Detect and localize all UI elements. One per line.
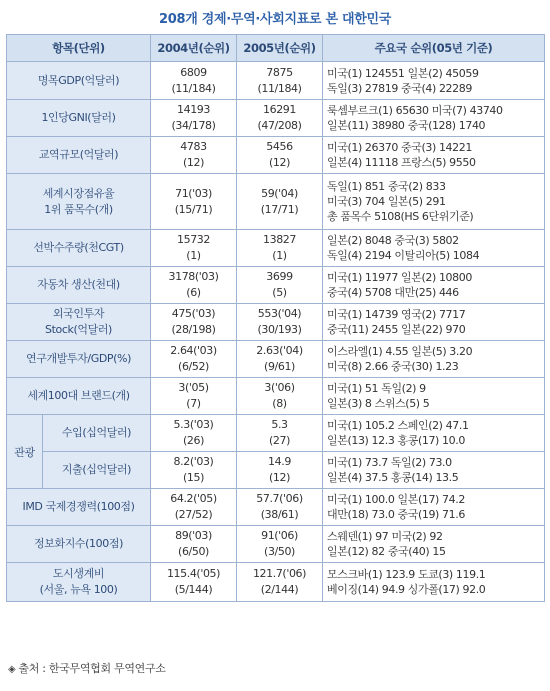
- item-cell-line: Stock(억달러): [45, 323, 112, 336]
- table-row: [7, 341, 545, 378]
- item-cell: [7, 62, 151, 100]
- item-cell-line: 수입(십억달러): [61, 426, 132, 439]
- value-2004-cell-line: 4783: [180, 140, 207, 153]
- major-countries-cell: [323, 304, 545, 341]
- table-row: [7, 137, 545, 174]
- major-countries-cell-line: 미국(1) 26370 중국(3) 14221: [327, 141, 472, 154]
- value-2005-cell-line: (12): [269, 156, 290, 169]
- major-countries-cell: [323, 378, 545, 415]
- header-2004: 2004년(순위): [151, 35, 237, 62]
- table-row: [7, 304, 545, 341]
- value-2005-cell-line: 3('06): [264, 381, 295, 394]
- value-2005-cell: [237, 62, 323, 100]
- value-2005-cell-line: (3/50): [264, 545, 295, 558]
- header-major: 주요국 순위(05년 기준): [323, 35, 545, 62]
- item-cell-line: 명목GDP(억달러): [37, 73, 120, 87]
- value-2005-cell: [237, 415, 323, 452]
- value-2005-cell: [237, 526, 323, 563]
- value-2004-cell-line: (12): [183, 156, 204, 169]
- value-2005-cell-line: (9/61): [264, 360, 295, 373]
- value-2004-cell: [151, 526, 237, 563]
- value-2005-cell-line: 16291: [263, 103, 296, 116]
- header-2005: 2005년(순위): [237, 35, 323, 62]
- major-countries-cell-line: 스웨덴(1) 97 미국(2) 92: [327, 530, 443, 543]
- major-countries-cell-line: 모스크바(1) 123.9 도쿄(3) 119.1: [327, 568, 486, 581]
- major-countries-cell: [323, 174, 545, 230]
- major-countries-cell-line: 일본(4) 37.5 홍콩(14) 13.5: [327, 471, 459, 484]
- item-cell-line: 교역규모(억달러): [38, 148, 119, 161]
- table-row: [7, 563, 545, 602]
- value-2004-cell: [151, 62, 237, 100]
- value-2005-cell-line: 3699: [266, 270, 293, 283]
- major-countries-cell-line: 총 품목수 5108(HS 6단위기준): [327, 210, 474, 223]
- table-row: [7, 378, 545, 415]
- value-2005-cell: [237, 378, 323, 415]
- table-row: [7, 62, 545, 100]
- major-countries-cell: [323, 563, 545, 602]
- item-cell: [7, 563, 151, 602]
- value-2005-cell-line: (5): [272, 286, 287, 299]
- value-2005-cell-line: (8): [272, 397, 287, 410]
- value-2005-cell-line: (2/144): [260, 583, 299, 596]
- table-row: [7, 230, 545, 267]
- value-2005-cell-line: (17/71): [260, 202, 299, 216]
- value-2005-cell: [237, 452, 323, 489]
- value-2004-cell: [151, 341, 237, 378]
- major-countries-cell: [323, 341, 545, 378]
- value-2005-cell-line: 121.7('06): [252, 567, 307, 580]
- major-countries-cell: [323, 267, 545, 304]
- table-body: [7, 62, 545, 602]
- value-2004-cell-line: (34/178): [171, 119, 216, 132]
- item-cell-line: 외국인투자: [52, 307, 105, 320]
- table-row: [7, 267, 545, 304]
- item-cell-line: 정보화지수(100점): [34, 537, 123, 550]
- header-row: [7, 35, 545, 62]
- major-countries-cell-line: 미국(3) 704 일본(5) 291: [327, 195, 446, 208]
- value-2004-cell-line: 6809: [180, 65, 207, 79]
- value-2004-cell-line: 15732: [177, 233, 210, 246]
- table-row: [7, 174, 545, 230]
- item-cell: [43, 415, 151, 452]
- value-2004-cell-line: (28/198): [171, 323, 216, 336]
- value-2005-cell-line: 13827: [263, 233, 296, 246]
- value-2005-cell-line: (11/184): [257, 81, 302, 95]
- item-cell: [7, 526, 151, 563]
- item-cell-line: 1위 품목수(개): [44, 202, 113, 216]
- item-cell-line: IMD 국제경쟁력(100점): [22, 500, 135, 513]
- page-title: 208개 경제·무역·사회지표로 본 대한민국: [158, 12, 392, 27]
- value-2005-cell-line: 57.7('06): [256, 492, 303, 505]
- item-cell: [7, 267, 151, 304]
- item-cell: [7, 489, 151, 526]
- item-cell-line: 자동차 생산(천대): [37, 278, 120, 291]
- item-cell-line: 1인당GNI(달러): [41, 111, 116, 124]
- value-2004-cell-line: (1): [186, 249, 201, 262]
- value-2004-cell-line: 14193: [177, 103, 210, 116]
- value-2004-cell: [151, 489, 237, 526]
- item-cell-line: 세계시장점유율: [42, 186, 115, 200]
- header-item: 항목(단위): [7, 35, 151, 62]
- item-cell: [7, 100, 151, 137]
- group-label: 관광: [7, 415, 43, 489]
- source-text: 출처 : 한국무역협회 무역연구소: [18, 662, 166, 675]
- value-2004-cell-line: 3('05): [178, 381, 209, 394]
- major-countries-cell: [323, 489, 545, 526]
- value-2004-cell-line: (6/52): [178, 360, 209, 373]
- item-cell: [7, 378, 151, 415]
- table-row: [7, 526, 545, 563]
- major-countries-cell-line: 룩셈부르크(1) 65630 미국(7) 43740: [327, 104, 503, 117]
- value-2005-cell-line: 7875: [266, 65, 293, 79]
- item-cell: [7, 304, 151, 341]
- major-countries-cell: [323, 415, 545, 452]
- value-2004-cell-line: 475('03): [171, 307, 216, 320]
- diamond-icon: ◈: [8, 664, 16, 675]
- value-2005-cell-line: 5.3: [271, 418, 288, 431]
- value-2004-cell-line: (15/71): [174, 202, 213, 216]
- item-cell-line: 도시생계비: [52, 567, 105, 580]
- value-2004-cell-line: (15): [183, 471, 204, 484]
- value-2004-cell-line: (5/144): [174, 583, 213, 596]
- value-2004-cell-line: (7): [186, 397, 201, 410]
- major-countries-cell: [323, 526, 545, 563]
- major-countries-cell-line: 일본(3) 8 스위스(5) 5: [327, 397, 430, 410]
- table-row: [7, 100, 545, 137]
- value-2004-cell: [151, 267, 237, 304]
- table-row: [7, 452, 545, 489]
- value-2005-cell-line: (47/208): [257, 119, 302, 132]
- value-2005-cell-line: 5456: [266, 140, 293, 153]
- value-2005-cell: [237, 174, 323, 230]
- value-2005-cell-line: 59('04): [261, 186, 298, 200]
- value-2004-cell: [151, 452, 237, 489]
- value-2004-cell-line: 8.2('03): [173, 455, 214, 468]
- value-2005-cell: [237, 563, 323, 602]
- major-countries-cell-line: 미국(1) 100.0 일본(17) 74.2: [327, 493, 465, 506]
- value-2004-cell: [151, 304, 237, 341]
- item-cell-line: 연구개발투자/GDP(%): [26, 352, 131, 365]
- value-2005-cell-line: (38/61): [260, 508, 299, 521]
- value-2005-cell-line: 91('06): [261, 529, 298, 542]
- major-countries-cell-line: 베이징(14) 94.9 싱가폴(17) 92.0: [327, 583, 486, 596]
- major-countries-cell-line: 대만(18) 73.0 중국(19) 71.6: [327, 508, 465, 521]
- value-2004-cell-line: (27/52): [174, 508, 213, 521]
- value-2004-cell: [151, 174, 237, 230]
- value-2005-cell-line: 553('04): [257, 307, 302, 320]
- major-countries-cell: [323, 100, 545, 137]
- value-2004-cell-line: 2.64('03): [170, 344, 217, 357]
- value-2005-cell: [237, 137, 323, 174]
- indicator-table: [6, 34, 545, 602]
- item-cell: [7, 137, 151, 174]
- major-countries-cell-line: 독일(4) 2194 이탈리아(5) 1084: [327, 249, 480, 262]
- value-2005-cell-line: (1): [272, 249, 287, 262]
- major-countries-cell: [323, 452, 545, 489]
- value-2005-cell: [237, 100, 323, 137]
- table-row: [7, 415, 545, 452]
- major-countries-cell: [323, 230, 545, 267]
- value-2004-cell-line: (11/184): [171, 81, 216, 95]
- major-countries-cell-line: 독일(3) 27819 중국(4) 22289: [327, 81, 472, 95]
- major-countries-cell-line: 미국(8) 2.66 중국(30) 1.23: [327, 360, 459, 373]
- value-2004-cell-line: 89('03): [175, 529, 212, 542]
- value-2004-cell: [151, 230, 237, 267]
- value-2005-cell-line: 2.63('04): [256, 344, 303, 357]
- value-2004-cell-line: 5.3('03): [173, 418, 214, 431]
- item-cell: [7, 174, 151, 230]
- value-2005-cell: [237, 304, 323, 341]
- major-countries-cell-line: 일본(11) 38980 중국(128) 1740: [327, 119, 486, 132]
- value-2005-cell: [237, 267, 323, 304]
- value-2004-cell: [151, 378, 237, 415]
- value-2005-cell-line: (12): [269, 471, 290, 484]
- value-2005-cell-line: (30/193): [257, 323, 302, 336]
- item-cell-line: (서울, 뉴욕 100): [39, 583, 118, 596]
- value-2005-cell-line: 14.9: [268, 455, 291, 468]
- value-2004-cell: [151, 563, 237, 602]
- major-countries-cell-line: 미국(1) 73.7 독일(2) 73.0: [327, 456, 452, 469]
- major-countries-cell-line: 미국(1) 51 독일(2) 9: [327, 382, 426, 395]
- value-2005-cell: [237, 489, 323, 526]
- major-countries-cell: [323, 62, 545, 100]
- value-2004-cell: [151, 415, 237, 452]
- major-countries-cell-line: 일본(12) 82 중국(40) 15: [327, 545, 446, 558]
- major-countries-cell-line: 일본(2) 8048 중국(3) 5802: [327, 234, 459, 247]
- value-2005-cell: [237, 341, 323, 378]
- major-countries-cell-line: 일본(13) 12.3 홍콩(17) 10.0: [327, 434, 465, 447]
- value-2004-cell-line: (6/50): [178, 545, 209, 558]
- major-countries-cell-line: 미국(1) 105.2 스페인(2) 47.1: [327, 419, 469, 432]
- item-cell: [43, 452, 151, 489]
- major-countries-cell: [323, 137, 545, 174]
- major-countries-cell-line: 미국(1) 14739 영국(2) 7717: [327, 308, 466, 321]
- value-2004-cell-line: 115.4('05): [166, 567, 221, 580]
- item-cell: [7, 230, 151, 267]
- item-cell-line: 세계100대 브랜드(개): [27, 389, 130, 402]
- item-cell: [7, 341, 151, 378]
- value-2004-cell-line: 3178('03): [168, 270, 219, 283]
- value-2004-cell: [151, 137, 237, 174]
- value-2005-cell-line: (27): [269, 434, 290, 447]
- value-2004-cell: [151, 100, 237, 137]
- source-note: [8, 660, 166, 676]
- item-cell-line: 지출(십억달러): [61, 463, 132, 476]
- major-countries-cell-line: 독일(1) 851 중국(2) 833: [327, 180, 446, 193]
- major-countries-cell-line: 일본(4) 11118 프랑스(5) 9550: [327, 156, 476, 169]
- major-countries-cell-line: 중국(11) 2455 일본(22) 970: [327, 323, 466, 336]
- major-countries-cell-line: 미국(1) 11977 일본(2) 10800: [327, 271, 472, 284]
- item-cell-line: 선박수주량(천CGT): [33, 241, 124, 254]
- major-countries-cell-line: 이스라엘(1) 4.55 일본(5) 3.20: [327, 345, 473, 358]
- value-2004-cell-line: (6): [186, 286, 201, 299]
- value-2004-cell-line: 71('03): [175, 186, 212, 200]
- major-countries-cell-line: 미국(1) 124551 일본(2) 45059: [327, 66, 479, 80]
- value-2005-cell: [237, 230, 323, 267]
- major-countries-cell-line: 중국(4) 5708 대만(25) 446: [327, 286, 459, 299]
- table-row: [7, 489, 545, 526]
- value-2004-cell-line: 64.2('05): [170, 492, 217, 505]
- value-2004-cell-line: (26): [183, 434, 204, 447]
